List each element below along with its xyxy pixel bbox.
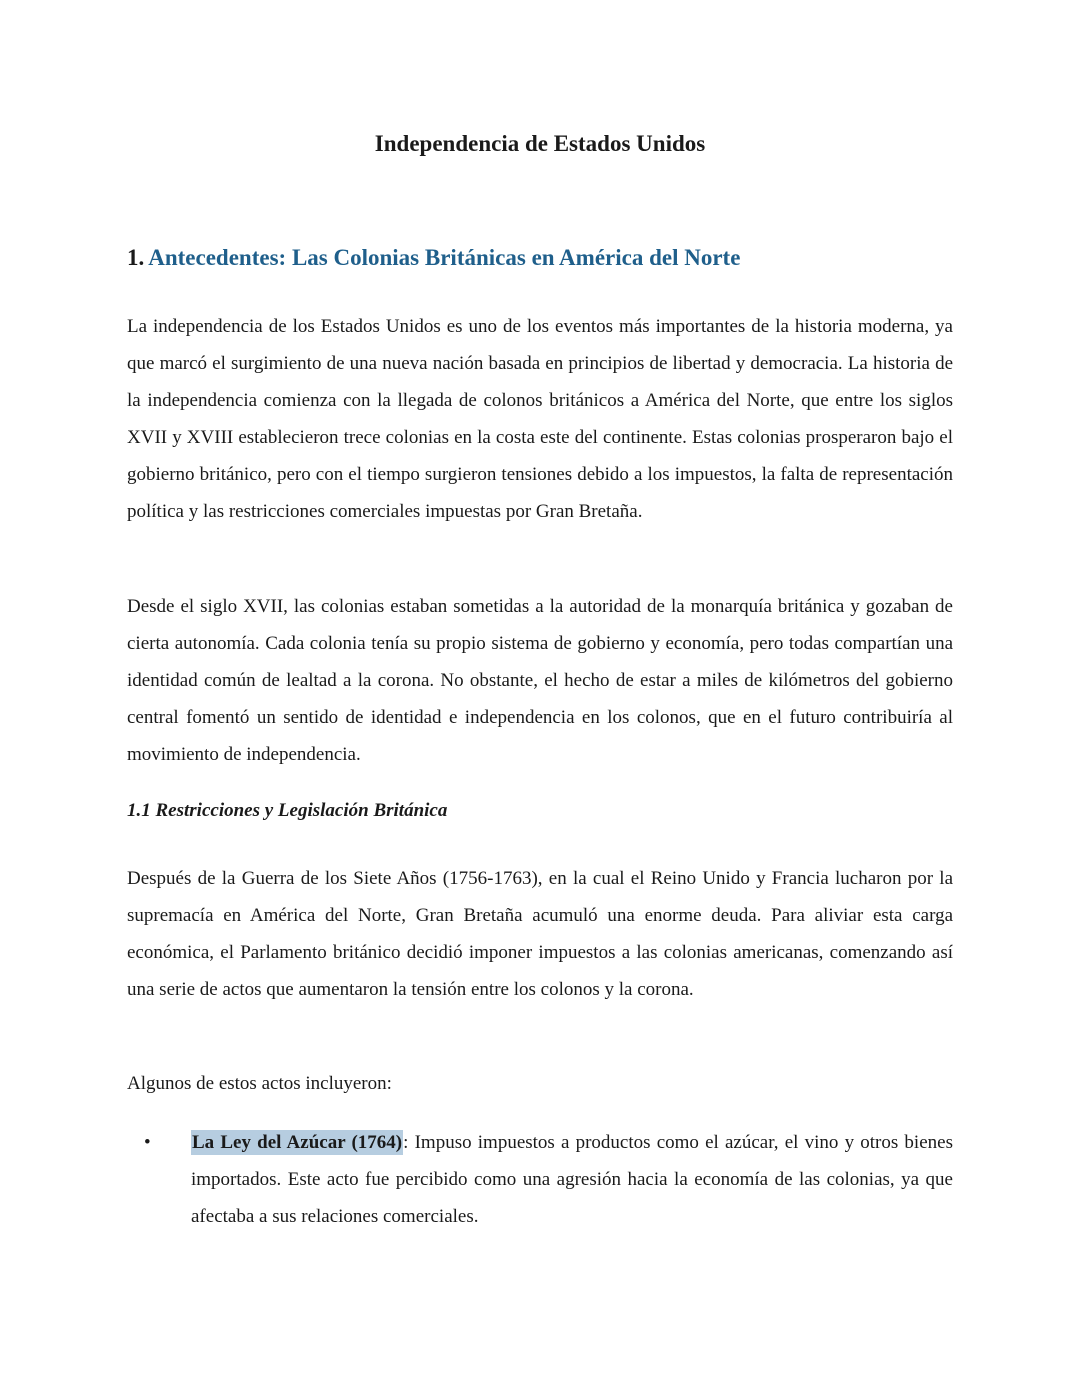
- section-heading-text: Antecedentes: Las Colonias Británicas en América del Norte: [148, 245, 741, 270]
- document-title: Independencia de Estados Unidos: [374, 131, 706, 156]
- selected-text-highlight[interactable]: La Ley del Azúcar (1764): [192, 1132, 403, 1153]
- paragraph: Desde el siglo XVII, las colonias estaban sometidas a la autoridad de la monarquía británica y gozaban de cierta autonomía. Cada colonia tenía su propio sistema de gobierno y economía, pero todas compartían una identidad común de lealtad a la corona. No obstante, el hecho de estar a miles de kilómetros del gobierno central fomentó un sentido de identidad e independencia en los colonos, que en el futuro contribuiría al movimiento de independencia.: [127, 596, 953, 765]
- paragraph: Después de la Guerra de los Siete Años (1756-1763), en la cual el Reino Unido y Francia lucharon por la supremacía en América del Norte, Gran Bretaña acumuló una enorme deuda. Para aliviar esta carga económica, el Parlamento británico decidió imponer impuestos a las colonias americanas, comenzando así una serie de actos que aumentaron la tensión entre los colonos y la corona.: [127, 868, 953, 1000]
- bullet-list: [127, 1124, 953, 1235]
- list-item-text: : Impuso impuestos a productos como el azúcar, el vino y otros bienes importados. Este acto fue percibido como una agresión hacia la economía de las colonias, ya que afectaba a sus relaciones comerciales.: [191, 1132, 953, 1227]
- section-number: 1.: [127, 245, 145, 270]
- subsection-heading: 1.1 Restricciones y Legislación Británica: [127, 800, 448, 821]
- paragraph: Algunos de estos actos incluyeron:: [127, 1073, 392, 1094]
- section-heading: [127, 242, 740, 274]
- bullet-marker: •: [144, 1132, 151, 1153]
- paragraph: La independencia de los Estados Unidos es uno de los eventos más importantes de la historia moderna, ya que marcó el surgimiento de una nueva nación basada en principios de libertad y democracia. La historia de la independencia comienza con la llegada de colonos británicos a América del Norte, que entre los siglos XVII y XVIII establecieron trece colonias en la costa este del continente. Estas colonias prosperaron bajo el gobierno británico, pero con el tiempo surgieron tensiones debido a los impuestos, la falta de representación política y las restricciones comerciales impuestas por Gran Bretaña.: [127, 316, 953, 522]
- list-item: [127, 1124, 953, 1235]
